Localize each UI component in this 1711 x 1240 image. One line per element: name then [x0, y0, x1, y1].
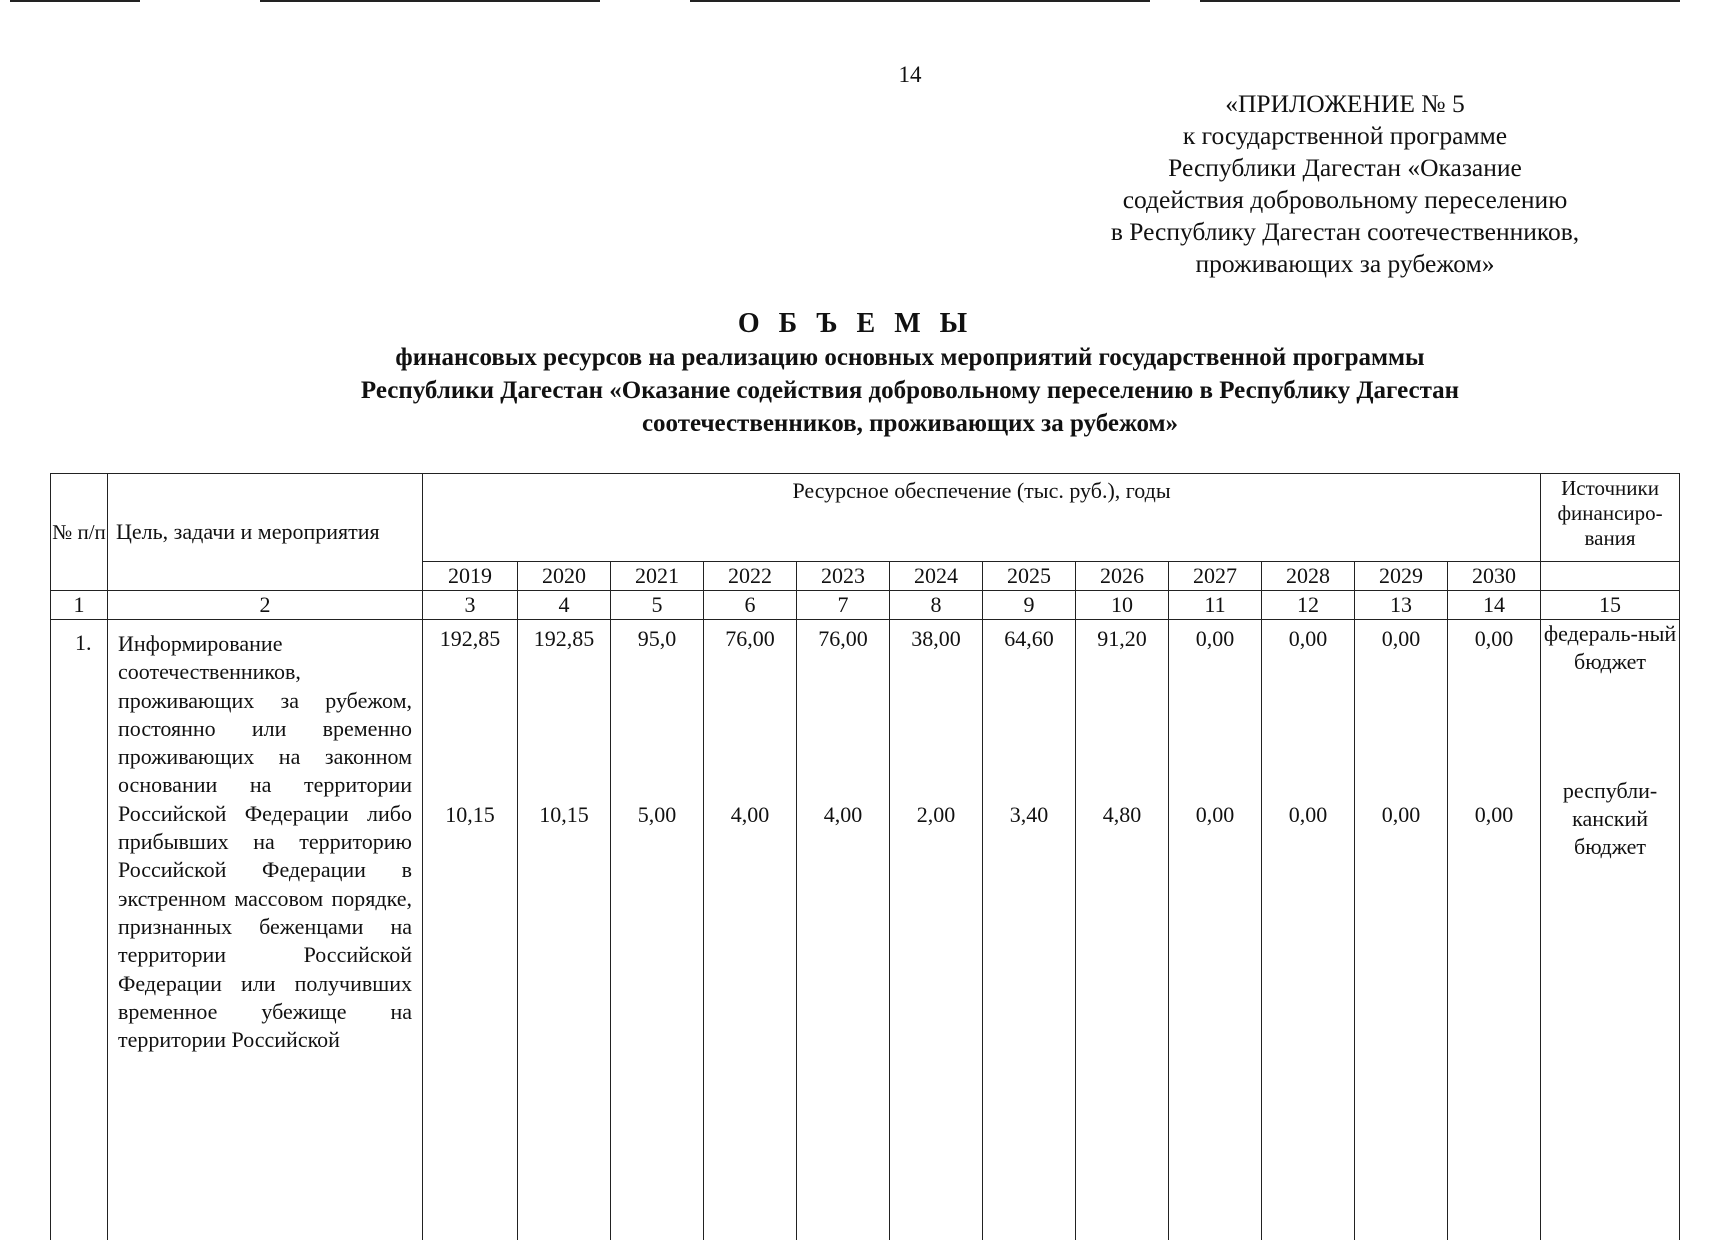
republic-value: 0,00: [1448, 802, 1540, 828]
year-values: [1355, 620, 1448, 1240]
year-values: [1262, 620, 1355, 1240]
republic-value: 3,40: [983, 802, 1075, 828]
republic-value: 4,80: [1076, 802, 1168, 828]
year-values: [797, 620, 890, 1240]
column-number: 12: [1262, 591, 1355, 620]
federal-value: 192,85: [518, 624, 610, 802]
column-number: 9: [983, 591, 1076, 620]
column-number: 4: [518, 591, 611, 620]
federal-value: 0,00: [1169, 624, 1261, 802]
header-year: 2022: [704, 562, 797, 591]
top-rule: [690, 0, 1150, 2]
header-year: 2025: [983, 562, 1076, 591]
republic-value: 10,15: [518, 802, 610, 828]
header-year: 2020: [518, 562, 611, 591]
document-title: О Б Ъ Е М Ы: [0, 308, 1711, 340]
year-values: [423, 620, 518, 1240]
year-values: [1448, 620, 1541, 1240]
header-goal: Цель, задачи и мероприятия: [108, 474, 423, 591]
republic-value: 4,00: [797, 802, 889, 828]
column-number: 15: [1541, 591, 1680, 620]
appendix-line: содействия добровольному переселению: [1060, 184, 1630, 216]
column-number: 5: [611, 591, 704, 620]
appendix-line: проживающих за рубежом»: [1060, 248, 1630, 280]
republic-value: 2,00: [890, 802, 982, 828]
header-sources: Источники финансиро-вания: [1541, 474, 1680, 562]
federal-value: 95,0: [611, 624, 703, 802]
subtitle-line: Республики Дагестан «Оказание содействия добровольному переселению в Республику Дагестан: [200, 374, 1620, 407]
subtitle-line: соотечественников, проживающих за рубежом»: [200, 407, 1620, 440]
column-number: 14: [1448, 591, 1541, 620]
year-values: [1076, 620, 1169, 1240]
federal-value: 64,60: [983, 624, 1075, 802]
appendix-line: «ПРИЛОЖЕНИЕ № 5: [1060, 88, 1630, 120]
column-number: 3: [423, 591, 518, 620]
page-number: 14: [880, 62, 940, 88]
column-number: 8: [890, 591, 983, 620]
republic-value: 4,00: [704, 802, 796, 828]
republic-value: 10,15: [423, 802, 517, 828]
federal-value: 76,00: [797, 624, 889, 802]
federal-value: 91,20: [1076, 624, 1168, 802]
year-values: [611, 620, 704, 1240]
header-np: № п/п: [51, 474, 108, 591]
republic-value: 0,00: [1355, 802, 1447, 828]
republic-value: 0,00: [1262, 802, 1354, 828]
appendix-line: в Республику Дагестан соотечественников,: [1060, 216, 1630, 248]
header-year: 2030: [1448, 562, 1541, 591]
funding-sources: [1541, 620, 1680, 1240]
column-number: 10: [1076, 591, 1169, 620]
table-row: [51, 620, 1680, 1240]
year-values: [983, 620, 1076, 1240]
header-year-empty: [1541, 562, 1680, 591]
year-values: [704, 620, 797, 1240]
header-year: 2021: [611, 562, 704, 591]
federal-value: 0,00: [1355, 624, 1447, 802]
header-year: 2024: [890, 562, 983, 591]
federal-value: 76,00: [704, 624, 796, 802]
top-rule: [260, 0, 600, 2]
row-description: Информирование соотечественников, проживающих за рубежом, постоянно или временно проживающих на законном основании на территории Российской Федерации либо прибывших на территорию Российской Федерации в экстренном массовом порядке, признанных беженцами на территории Российской Федерации или получивших временное убежище на территории Российской: [108, 620, 423, 1240]
column-number: 13: [1355, 591, 1448, 620]
column-number: 2: [108, 591, 423, 620]
column-number: 1: [51, 591, 108, 620]
appendix-line: Республики Дагестан «Оказание: [1060, 152, 1630, 184]
header-year: 2029: [1355, 562, 1448, 591]
header-year: 2019: [423, 562, 518, 591]
year-values: [518, 620, 611, 1240]
header-year: 2023: [797, 562, 890, 591]
column-number: 11: [1169, 591, 1262, 620]
header-year: 2026: [1076, 562, 1169, 591]
republic-value: 0,00: [1169, 802, 1261, 828]
row-number: 1.: [51, 620, 108, 1240]
federal-value: 38,00: [890, 624, 982, 802]
year-values: [1169, 620, 1262, 1240]
federal-value: 0,00: [1262, 624, 1354, 802]
subtitle-line: финансовых ресурсов на реализацию основных мероприятий государственной программы: [200, 341, 1620, 374]
republic-value: 5,00: [611, 802, 703, 828]
federal-value: 192,85: [423, 624, 517, 802]
year-values: [890, 620, 983, 1240]
header-year: 2028: [1262, 562, 1355, 591]
header-resources: Ресурсное обеспечение (тыс. руб.), годы: [423, 474, 1541, 562]
column-number: 6: [704, 591, 797, 620]
resources-table: [50, 473, 1680, 1240]
republic-source: республи-канский бюджет: [1541, 777, 1679, 861]
federal-source: федераль-ный бюджет: [1541, 620, 1679, 676]
top-rule: [10, 0, 140, 2]
appendix-header: [1060, 88, 1630, 280]
top-rule: [1200, 0, 1680, 2]
header-year: 2027: [1169, 562, 1262, 591]
document-subtitle: [200, 341, 1620, 440]
appendix-line: к государственной программе: [1060, 120, 1630, 152]
column-number: 7: [797, 591, 890, 620]
federal-value: 0,00: [1448, 624, 1540, 802]
